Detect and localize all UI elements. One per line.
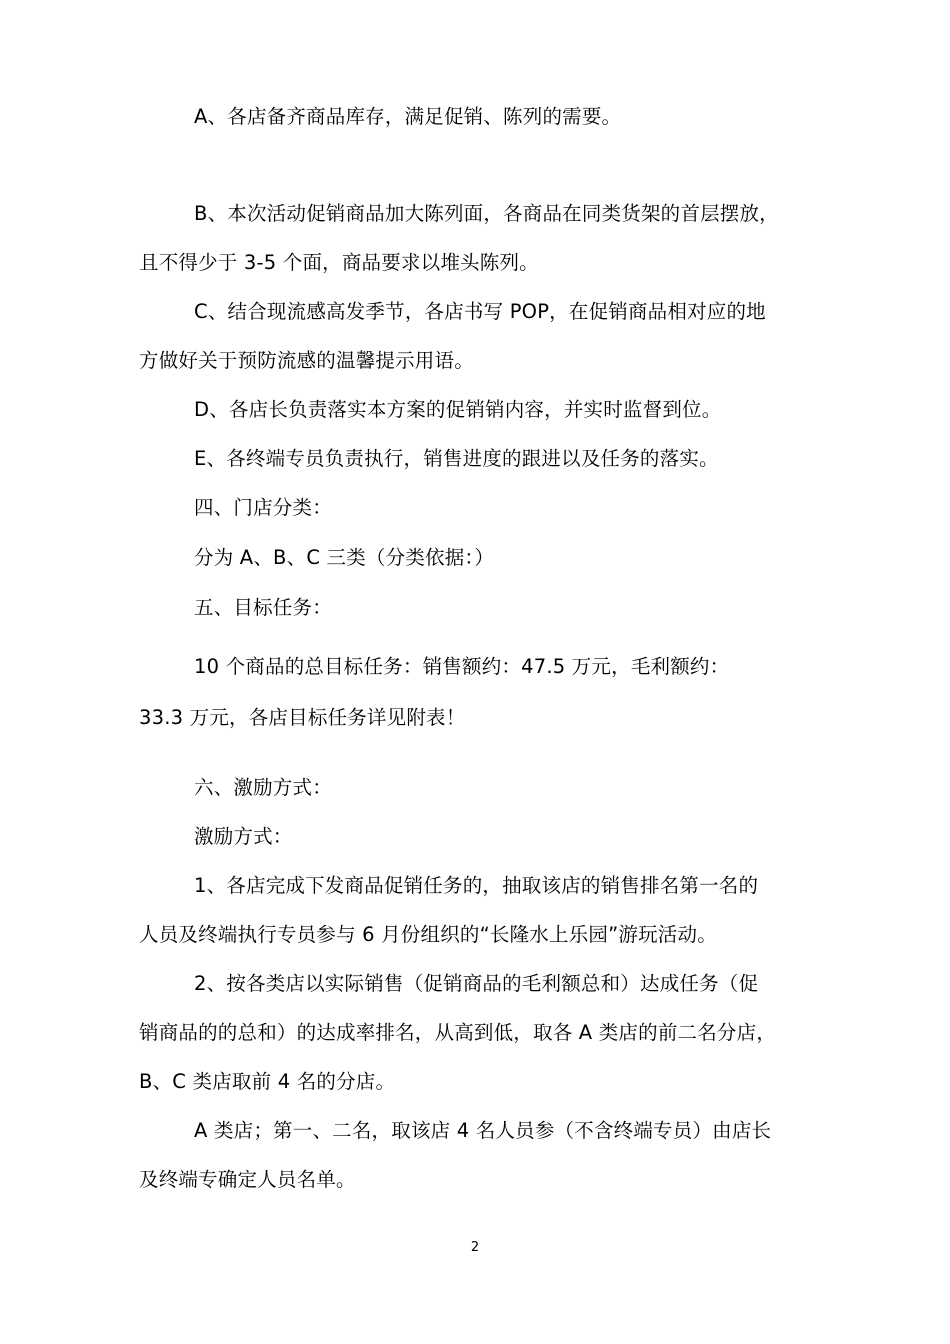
- target-task-line-1: 10 个商品的总目标任务：销售额约：47.5 万元，毛利额约：: [194, 655, 730, 678]
- paragraph-c-line-1: C、结合现流感高发季节，各店书写 POP，在促销商品相对应的地: [194, 300, 766, 323]
- incentive-item-2-line-3: B、C 类店取前 4 名的分店。: [139, 1070, 396, 1093]
- incentive-subheading: 激励方式：: [194, 825, 293, 848]
- paragraph-a: A、各店备齐商品库存，满足促销、陈列的需要。: [194, 105, 622, 128]
- paragraph-b-line-1: B、本次活动促销商品加大陈列面，各商品在同类货架的首层摆放，: [194, 202, 779, 225]
- paragraph-b-line-2: 且不得少于 3-5 个面，商品要求以堆头陈列。: [139, 251, 539, 274]
- store-classification-text: 分为 A、B、C 三类（分类依据：）: [194, 546, 495, 569]
- a-class-store-line-1: A 类店；第一、二名，取该店 4 名人员参（不含终端专员）由店长: [194, 1119, 772, 1142]
- paragraph-d: D、各店长负责落实本方案的促销销内容，并实时监督到位。: [194, 398, 722, 421]
- page-number: 2: [470, 1240, 480, 1255]
- target-task-line-2: 33.3 万元，各店目标任务详见附表！: [139, 706, 466, 729]
- section-heading-target-task: 五、目标任务：: [194, 596, 332, 619]
- incentive-item-2-line-1: 2、按各类店以实际销售（促销商品的毛利额总和）达成任务（促: [194, 972, 759, 995]
- a-class-store-line-2: 及终端专确定人员名单。: [139, 1168, 356, 1191]
- paragraph-e: E、各终端专员负责执行，销售进度的跟进以及任务的落实。: [194, 447, 719, 470]
- paragraph-c-line-2: 方做好关于预防流感的温馨提示用语。: [139, 349, 474, 372]
- incentive-item-1-line-1: 1、各店完成下发商品促销任务的，抽取该店的销售排名第一名的: [194, 874, 759, 897]
- incentive-item-2-line-2: 销商品的的总和）的达成率排名，从高到低，取各 A 类店的前二名分店，: [139, 1021, 777, 1044]
- section-heading-store-classification: 四、门店分类：: [194, 496, 332, 519]
- incentive-item-1-line-2: 人员及终端执行专员参与 6 月份组织的“长隆水上乐园”游玩活动。: [139, 923, 717, 946]
- section-heading-incentive: 六、激励方式：: [194, 776, 332, 799]
